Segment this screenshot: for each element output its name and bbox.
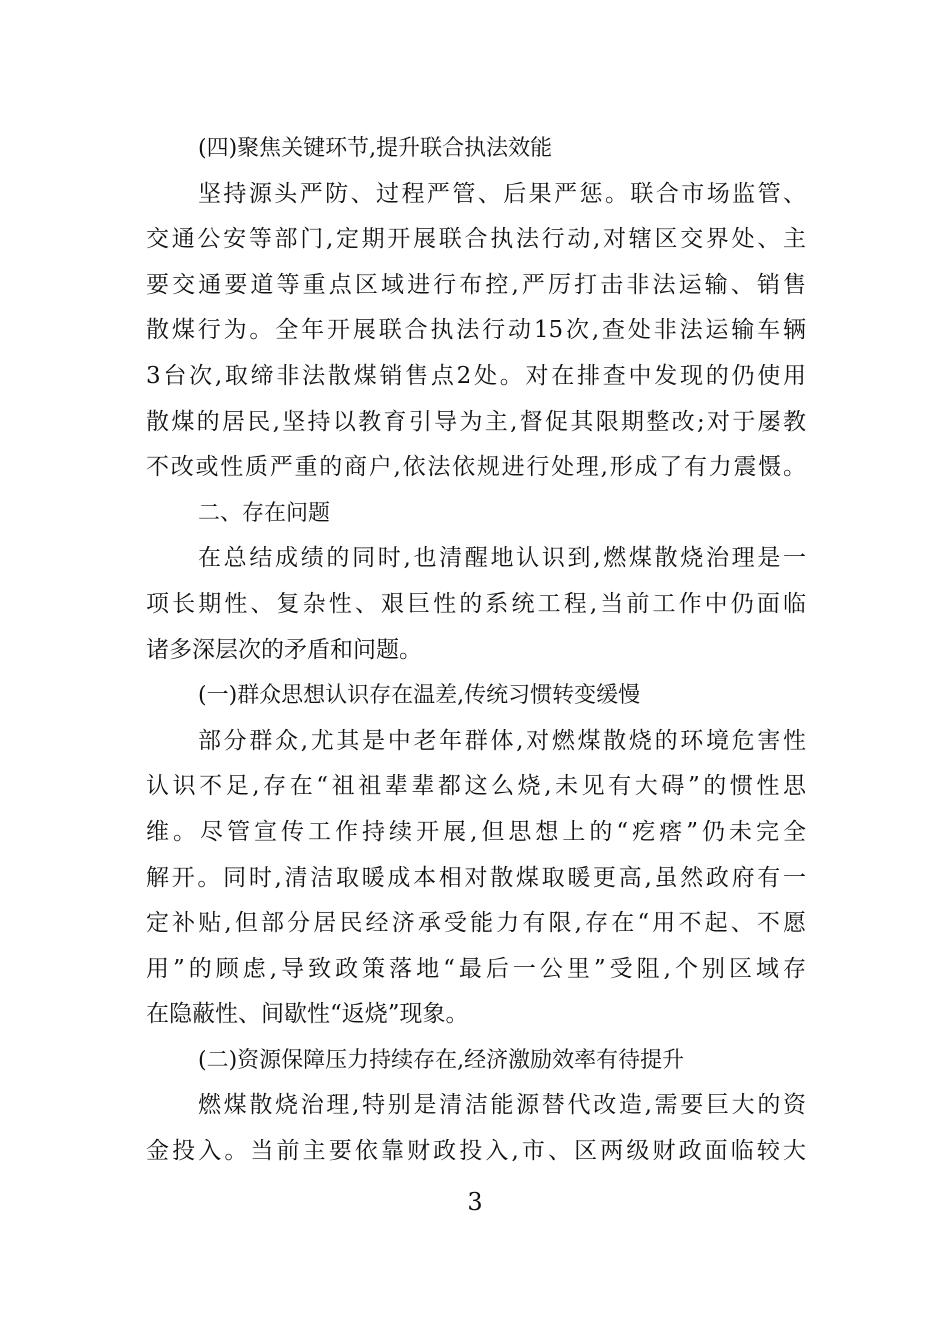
paragraph-line: 在总结成绩的同时,也清醒地认识到,燃煤散烧治理是一 (198, 545, 806, 572)
paragraph-line: 散煤的居民,坚持以教育引导为主,督促其限期整改;对于屡教 (146, 408, 806, 435)
paragraph-line: 交通公安等部门,定期开展联合执法行动,对辖区交界处、主 (146, 226, 806, 253)
document-body (146, 126, 806, 1175)
paragraph-line: 认识不足,存在“祖祖辈辈都这么烧,未见有大碍”的惯性思 (146, 773, 806, 800)
paragraph-line: 坚持源头严防、过程严管、后果严惩。联合市场监管、 (198, 180, 806, 207)
paragraph-line: 要交通要道等重点区域进行布控,严厉打击非法运输、销售 (146, 271, 806, 298)
paragraph-line: 散煤行为。全年开展联合执法行动15次,查处非法运输车辆 (146, 317, 806, 344)
paragraph-line: 解开。同时,清洁取暖成本相对散煤取暖更高,虽然政府有一 (146, 864, 806, 891)
page-number: 3 (467, 1188, 483, 1216)
paragraph-line: 维。尽管宣传工作持续开展,但思想上的“疙瘩”仍未完全 (146, 818, 806, 845)
paragraph-line: 在隐蔽性、间歇性“返烧”现象。 (146, 1001, 469, 1028)
paragraph-line: 3台次,取缔非法散煤销售点2处。对在排查中发现的仍使用 (146, 362, 806, 389)
paragraph-line: 燃煤散烧治理,特别是清洁能源替代改造,需要巨大的资 (198, 1092, 806, 1119)
issue-heading-1: (一)群众思想认识存在温差,传统习惯转变缓慢 (198, 683, 641, 709)
paragraph-line: 金投入。当前主要依靠财政投入,市、区两级财政面临较大 (146, 1138, 806, 1165)
paragraph-line: 用”的顾虑,导致政策落地“最后一公里”受阻,个别区域存 (146, 955, 806, 982)
issue-heading-2: (二)资源保障压力持续存在,经济激励效率有待提升 (198, 1047, 685, 1073)
paragraph-line: 部分群众,尤其是中老年群体,对燃煤散烧的环境危害性 (198, 727, 806, 754)
paragraph-line: 项长期性、复杂性、艰巨性的系统工程,当前工作中仍面临 (146, 590, 806, 617)
paragraph-line: 诸多深层次的矛盾和问题。 (146, 636, 422, 663)
paragraph-line: 定补贴,但部分居民经济承受能力有限,存在“用不起、不愿 (146, 910, 806, 937)
section-heading-4: (四)聚焦关键环节,提升联合执法效能 (198, 136, 553, 161)
part-heading-2: 二、存在问题 (198, 500, 331, 526)
paragraph-line: 不改或性质严重的商户,依法依规进行处理,形成了有力震慑。 (146, 454, 806, 481)
